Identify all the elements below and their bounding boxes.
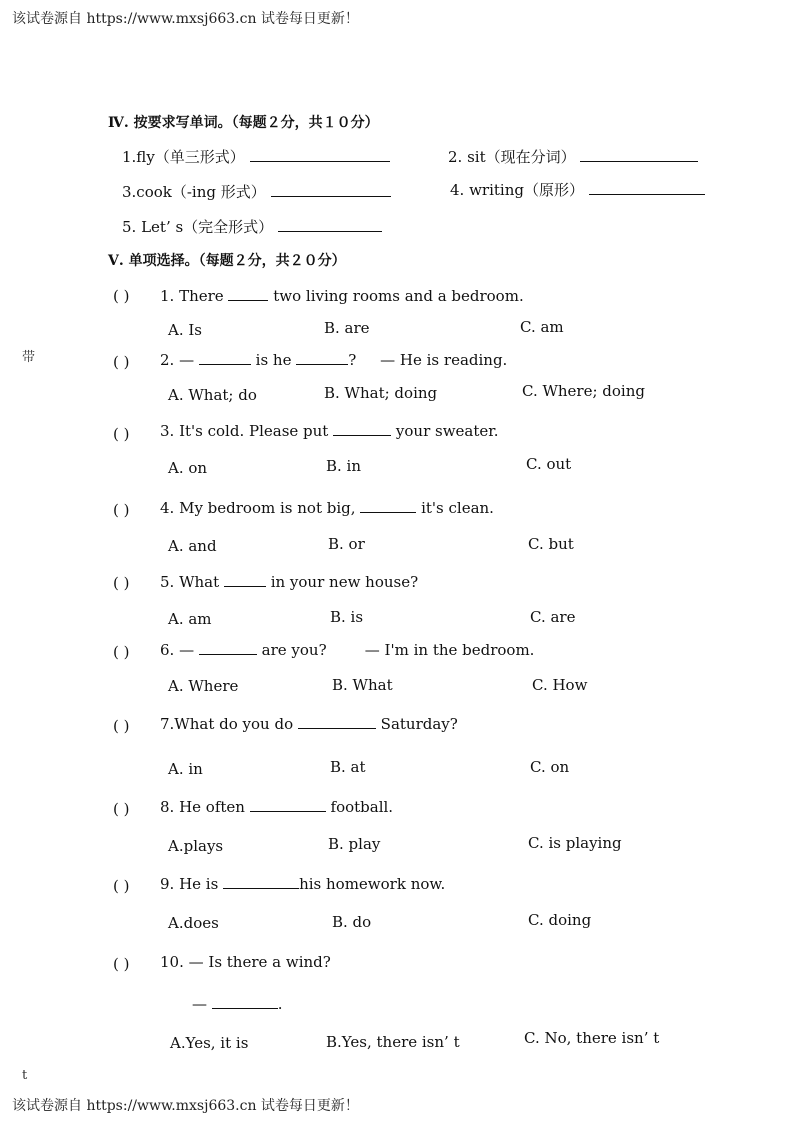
option-b[interactable]: B. at bbox=[330, 758, 366, 776]
word-item-4 bbox=[450, 179, 705, 200]
margin-corner-mark: t bbox=[22, 1068, 28, 1083]
word-item-label: 5. Let’ s（完全形式） bbox=[122, 218, 274, 236]
word-item-1 bbox=[122, 146, 390, 167]
option-a[interactable]: A. Is bbox=[168, 321, 202, 339]
question-2 bbox=[160, 350, 507, 369]
page-footer: 该试卷源自 https://www.mxsj663.cn 试卷每日更新！ bbox=[12, 1098, 359, 1114]
word-item-label: 1.fly（单三形式） bbox=[122, 148, 245, 166]
section-5-title: Ⅴ. 单项选择。（每题２分，共２０分） bbox=[108, 253, 346, 269]
question-text: 3. It's cold. Please put bbox=[160, 422, 329, 440]
answer-blank bbox=[360, 498, 416, 513]
option-b[interactable]: B. play bbox=[328, 835, 381, 853]
question-9 bbox=[160, 874, 445, 893]
answer-blank[interactable] bbox=[250, 147, 390, 162]
page-header: 该试卷源自 https://www.mxsj663.cn 试卷每日更新！ bbox=[12, 11, 359, 27]
answer-blank bbox=[199, 640, 257, 655]
question-8 bbox=[160, 797, 393, 816]
option-b[interactable]: B.Yes, there isn’ t bbox=[326, 1033, 460, 1051]
question-1 bbox=[160, 286, 524, 305]
option-a[interactable]: A.does bbox=[168, 914, 219, 932]
question-text: — He is reading. bbox=[380, 351, 508, 369]
answer-paren[interactable]: ( ) bbox=[113, 955, 130, 973]
option-c[interactable]: C. am bbox=[520, 318, 564, 336]
answer-paren[interactable]: ( ) bbox=[113, 287, 130, 305]
option-a[interactable]: A. What; do bbox=[168, 386, 257, 404]
question-text: 6. — bbox=[160, 641, 195, 659]
question-text: in your new house? bbox=[270, 573, 419, 591]
option-a[interactable]: A. on bbox=[168, 459, 208, 477]
option-b[interactable]: B. in bbox=[326, 457, 362, 475]
option-b[interactable]: B. are bbox=[324, 319, 370, 337]
question-text: 9. He is bbox=[160, 875, 219, 893]
word-item-2 bbox=[448, 146, 698, 167]
option-b[interactable]: B. What bbox=[332, 676, 393, 694]
word-item-label: 2. sit（现在分词） bbox=[448, 148, 576, 166]
word-item-5 bbox=[122, 216, 382, 237]
answer-paren[interactable]: ( ) bbox=[113, 877, 130, 895]
question-text: 4. My bedroom is not big, bbox=[160, 499, 356, 517]
answer-paren[interactable]: ( ) bbox=[113, 353, 130, 371]
option-c[interactable]: C. are bbox=[530, 608, 576, 626]
answer-blank bbox=[298, 714, 376, 729]
answer-blank[interactable] bbox=[580, 147, 698, 162]
question-text: . bbox=[277, 995, 283, 1013]
answer-blank bbox=[223, 874, 299, 889]
option-c[interactable]: C. Where; doing bbox=[522, 382, 645, 400]
answer-blank bbox=[199, 350, 251, 365]
question-7 bbox=[160, 714, 458, 733]
question-10 bbox=[160, 953, 331, 971]
option-b[interactable]: B. or bbox=[328, 535, 365, 553]
answer-blank[interactable] bbox=[271, 182, 391, 197]
option-a[interactable]: A. Where bbox=[168, 677, 239, 695]
answer-paren[interactable]: ( ) bbox=[113, 717, 130, 735]
answer-blank[interactable] bbox=[278, 217, 382, 232]
option-c[interactable]: C. No, there isn’ t bbox=[524, 1029, 660, 1047]
option-b[interactable]: B. do bbox=[332, 913, 372, 931]
answer-blank bbox=[224, 572, 266, 587]
question-10-answer-line bbox=[192, 994, 283, 1013]
option-b[interactable]: B. is bbox=[330, 608, 364, 626]
word-item-label: 4. writing（原形） bbox=[450, 181, 584, 199]
word-item-3 bbox=[122, 181, 391, 202]
question-3 bbox=[160, 421, 499, 440]
word-item-label: 3.cook（-ing 形式） bbox=[122, 183, 266, 201]
option-a[interactable]: A. in bbox=[168, 760, 203, 778]
question-text: your sweater. bbox=[395, 422, 499, 440]
option-c[interactable]: C. out bbox=[526, 455, 572, 473]
question-text: his homework now. bbox=[299, 875, 446, 893]
answer-paren[interactable]: ( ) bbox=[113, 643, 130, 661]
question-text: 8. He often bbox=[160, 798, 245, 816]
answer-blank bbox=[333, 421, 391, 436]
option-a[interactable]: A.plays bbox=[168, 837, 224, 855]
option-a[interactable]: A. and bbox=[168, 537, 217, 555]
question-4 bbox=[160, 498, 494, 517]
question-text: 10. — Is there a wind? bbox=[160, 953, 331, 971]
answer-blank bbox=[212, 994, 278, 1009]
question-text: ? bbox=[348, 351, 357, 369]
question-text: is he bbox=[255, 351, 292, 369]
question-text: 2. — bbox=[160, 351, 195, 369]
question-text: are you? bbox=[261, 641, 327, 659]
option-c[interactable]: C. on bbox=[530, 758, 570, 776]
answer-blank bbox=[296, 350, 348, 365]
option-c[interactable]: C. doing bbox=[528, 911, 592, 929]
option-b[interactable]: B. What; doing bbox=[324, 384, 438, 402]
margin-seal-mark: 带 bbox=[22, 350, 36, 365]
answer-paren[interactable]: ( ) bbox=[113, 501, 130, 519]
option-a[interactable]: A.Yes, it is bbox=[170, 1034, 249, 1052]
question-text: two living rooms and a bedroom. bbox=[273, 287, 524, 305]
answer-paren[interactable]: ( ) bbox=[113, 800, 130, 818]
question-text: — I'm in the bedroom. bbox=[364, 641, 535, 659]
answer-blank[interactable] bbox=[589, 180, 705, 195]
question-text: 1. There bbox=[160, 287, 224, 305]
question-text: Saturday? bbox=[380, 715, 458, 733]
answer-paren[interactable]: ( ) bbox=[113, 574, 130, 592]
question-5 bbox=[160, 572, 418, 591]
option-c[interactable]: C. How bbox=[532, 676, 588, 694]
option-c[interactable]: C. but bbox=[528, 535, 574, 553]
option-a[interactable]: A. am bbox=[168, 610, 212, 628]
answer-blank bbox=[228, 286, 268, 301]
question-text: football. bbox=[330, 798, 394, 816]
question-text: 7.What do you do bbox=[160, 715, 294, 733]
answer-blank bbox=[250, 797, 326, 812]
question-text: 5. What bbox=[160, 573, 220, 591]
section-4-title: Ⅳ. 按要求写单词。（每题２分，共１０分） bbox=[108, 115, 379, 131]
option-c[interactable]: C. is playing bbox=[528, 834, 622, 852]
question-text: it's clean. bbox=[421, 499, 494, 517]
answer-paren[interactable]: ( ) bbox=[113, 425, 130, 443]
question-6 bbox=[160, 640, 534, 659]
question-text: — bbox=[192, 995, 207, 1013]
